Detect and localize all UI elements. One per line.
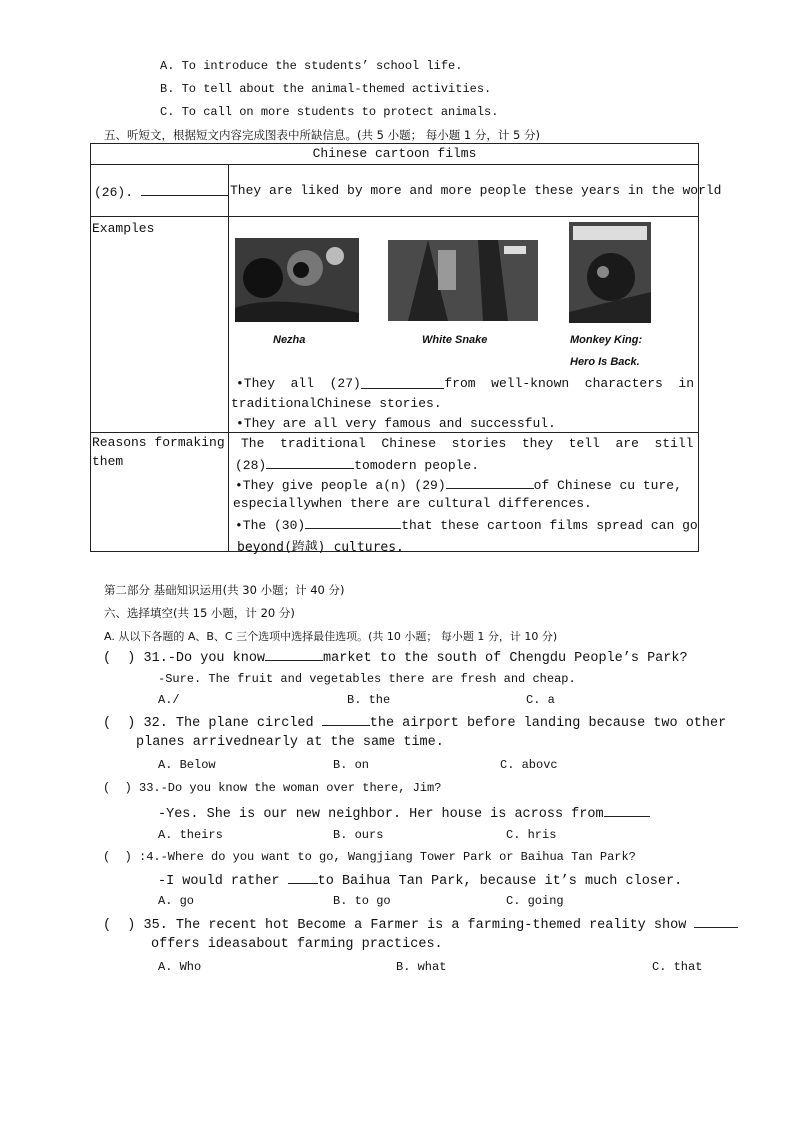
q34-option-b[interactable]: B. to go xyxy=(333,894,391,908)
answer-blank-33[interactable] xyxy=(604,804,650,817)
q34-option-a[interactable]: A. go xyxy=(158,894,195,908)
row1-label: (26). xyxy=(94,183,229,200)
sectionA-heading: A. 从以下各题的 A、B、C 三个选项中选择最佳选项。(共 10 小题； 每小题 1 分，计 10 分) xyxy=(104,630,558,643)
answer-blank-30[interactable] xyxy=(305,516,401,529)
monkey-king-image xyxy=(569,222,651,323)
answer-blank-28[interactable] xyxy=(266,456,354,469)
reason-2-cont: especiallywhen there are cultural differences. xyxy=(233,496,592,511)
q31-option-c[interactable]: C. a xyxy=(526,693,555,707)
reason-2: •They give people a(n) (29) of Chinese cu ture, xyxy=(235,478,682,493)
bullet-27: •They all (27) from well-known characters in xyxy=(236,376,694,391)
question-31: ( ) 31.-Do you know market to the south of Chengdu People’s Park? xyxy=(103,648,688,666)
q31-option-a[interactable]: A./ xyxy=(158,693,180,707)
q33-option-c[interactable]: C. hris xyxy=(506,828,557,842)
question-34: ( ) :4.-Where do you want to go, Wangjiang Tower Park or Baihua Tan Park? xyxy=(103,850,636,864)
answer-blank-26[interactable] xyxy=(141,183,229,196)
q31-option-b[interactable]: B. the xyxy=(347,693,391,707)
examples-label: Examples xyxy=(92,221,155,236)
row1-text: They are liked by more and more people these years in the world xyxy=(230,183,722,198)
film-title-monkey-king: Monkey King: xyxy=(570,334,643,346)
q34-option-c[interactable]: C. going xyxy=(506,894,564,908)
q33-option-b[interactable]: B. ours xyxy=(333,828,384,842)
bullet-famous: •They are all very famous and successful. xyxy=(236,416,556,431)
question-32-cont: planes arrivednearly at the same time. xyxy=(136,735,444,750)
part2-heading: 第二部分 基础知识运用(共 30 小题；计 40 分) xyxy=(104,583,345,597)
question-33-answer: -Yes. She is our new neighbor. Her house is across from xyxy=(158,804,650,822)
row-divider xyxy=(91,432,698,433)
q35-option-c[interactable]: C. that xyxy=(652,960,703,974)
film-title-monkey-king-line2: Hero Is Back. xyxy=(570,356,640,368)
q35-option-b[interactable]: B. what xyxy=(396,960,447,974)
film-title-white-snake: White Snake xyxy=(422,334,488,346)
section6-heading: 六、选择填空(共 15 小题，计 20 分) xyxy=(104,606,295,620)
reason-1-cont: (28) tomodern people. xyxy=(235,458,480,473)
question-32: ( ) 32. The plane circled the airport before landing because two other xyxy=(103,713,726,731)
nezha-image xyxy=(235,238,359,322)
question-31-answer: -Sure. The fruit and vegetables there are fresh and cheap. xyxy=(158,672,576,686)
row-divider xyxy=(91,216,698,217)
reason-3: •The (30) that these cartoon films spread can go xyxy=(235,518,698,533)
reasons-label: Reasons formaking xyxy=(92,435,225,450)
bullet-27-cont: traditionalChinese stories. xyxy=(231,396,442,411)
answer-blank-27[interactable] xyxy=(361,376,445,389)
question-35-cont: offers ideasabout farming practices. xyxy=(151,937,443,952)
table-title: Chinese cartoon films xyxy=(312,146,477,161)
option-b: B. To tell about the animal-themed activities. xyxy=(160,82,492,96)
q33-option-a[interactable]: A. theirs xyxy=(158,828,223,842)
option-c: C. To call on more students to protect animals. xyxy=(160,105,499,119)
row-divider xyxy=(91,164,698,165)
reasons-label-line2: them xyxy=(92,454,124,469)
column-divider xyxy=(228,164,229,551)
answer-blank-29[interactable] xyxy=(446,476,534,489)
cartoon-films-table xyxy=(90,143,722,555)
white-snake-image xyxy=(388,240,538,321)
question-35: ( ) 35. The recent hot Become a Farmer is a farming-themed reality show xyxy=(103,915,738,933)
q32-option-c[interactable]: C. abovc xyxy=(500,758,558,772)
answer-blank-31[interactable] xyxy=(265,648,323,661)
film-title-nezha: Nezha xyxy=(273,334,306,346)
reason-1: The traditional Chinese stories they tell are still xyxy=(241,436,694,451)
answer-blank-34[interactable] xyxy=(288,871,318,884)
section5-heading: 五、听短文，根据短文内容完成图表中所缺信息。(共 5 小题； 每小题 1 分，计 5 分) xyxy=(104,128,541,142)
question-33: ( ) 33.-Do you know the woman over there, Jim? xyxy=(103,781,442,795)
question-34-answer: -I would rather to Baihua Tan Park, because it’s much closer. xyxy=(158,871,682,889)
q32-option-b[interactable]: B. on xyxy=(333,758,370,772)
answer-blank-35[interactable] xyxy=(694,915,738,928)
reason-3-cont: beyond(跨越) cultures. xyxy=(237,540,404,555)
option-a: A. To introduce the students’ school life. xyxy=(160,59,463,73)
q32-option-a[interactable]: A. Below xyxy=(158,758,216,772)
q35-option-a[interactable]: A. Who xyxy=(158,960,202,974)
answer-blank-32[interactable] xyxy=(322,713,370,726)
